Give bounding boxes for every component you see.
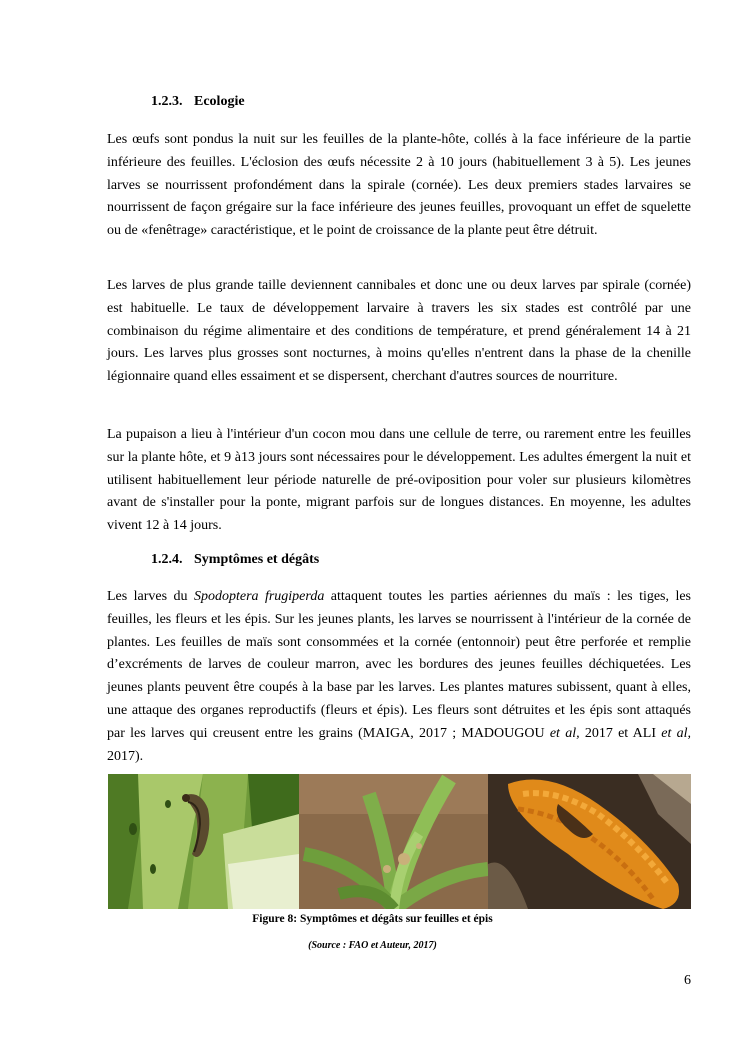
figure-caption: Figure 8: Symptômes et dégâts sur feuilles et épis [252, 913, 493, 925]
paragraph-eggs: Les œufs sont pondus la nuit sur les feuilles de la plante-hôte, collés à la face inférieure de la partie inférieure des feuilles. L'éclosion des œufs nécessite 2 à 10 jours (habituellement 3 à 5). Les jeunes larves se nourrissent profondément dans la spirale (cornée). Les deux premiers stades larvaires se nourrissent de façon grégaire sur la face inférieure des jeunes feuilles, provoquant un effet de squelette ou de «fenêtrage» caractéristique, et le point de croissance de la plante peut être détruit. [107, 132, 691, 239]
text-run: 2017). [107, 748, 144, 764]
section-number: 1.2.3. [151, 94, 183, 109]
et-al: et al, [661, 725, 691, 741]
figure-8 [108, 774, 691, 909]
damaged-maize-whorl-photo [299, 774, 488, 909]
damaged-maize-ear-photo [488, 774, 691, 909]
larva-on-maize-leaf-photo [108, 774, 299, 909]
section-heading-ecologie [151, 93, 245, 111]
section-title: Symptômes et dégâts [194, 552, 320, 567]
page-number: 6 [684, 973, 691, 988]
section-heading-symptomes [151, 551, 319, 569]
section-number: 1.2.4. [151, 552, 183, 567]
paragraph-larvae: Les larves de plus grande taille deviennent cannibales et donc une ou deux larves par spirale (cornée) est habituelle. Le taux de développement larvaire à travers les six stades est contrôlé par une combinaison du régime alimentaire et des conditions de température, et prend généralement 14 à 21 jours. Les larves plus grosses sont nocturnes, à moins qu'elles n'entrent dans la phase de la chenille légionnaire quand elles essaiment et se dispersent, cherchant d'autres sources de nourriture. [107, 278, 691, 385]
et-al: et al, [549, 725, 580, 741]
species-name: Spodoptera frugiperda [193, 589, 325, 604]
text-run: Les larves du [107, 589, 194, 604]
text-run: attaquent toutes les parties aériennes du maïs : les tiges, les feuilles, les fleurs et les épis. Sur les jeunes plants, les larves se nourrissent à l'intérieur de la cornée de plantes. Les feuilles de maïs sont consommées et la cornée (entonnoir) peut être perforée et remplie d’excréments de larves de couleur marron, avec les bordures des jeunes feuilles déchiquetées. Les jeunes plants peuvent être coupés à la base par les larves. Les plantes matures subissent, quant à elles, une attaque des organes reproductifs (fleurs et épis). Les fleurs sont détruites et les épis sont attaqués par les larves qui creusent entre les grains (MAIGA, 2017 ; MADOUGOU [107, 589, 691, 741]
figure-source: (Source : FAO et Auteur, 2017) [308, 940, 437, 951]
paragraph-symptoms [107, 586, 691, 768]
section-title: Ecologie [194, 94, 245, 109]
paragraph-pupation: La pupaison a lieu à l'intérieur d'un cocon mou dans une cellule de terre, ou rarement entre les feuilles sur la plante hôte, et 9 à13 jours sont nécessaires pour le développement. Les adultes émergent la nuit et utilisent habituellement leur période naturelle de pré-oviposition pour voler sur plusieurs kilomètres avant de s'installer pour la ponte, migrant parfois sur de longues distances. En moyenne, les adultes vivent 12 à 14 jours. [107, 427, 691, 534]
text-run: 2017 et ALI [579, 725, 662, 741]
